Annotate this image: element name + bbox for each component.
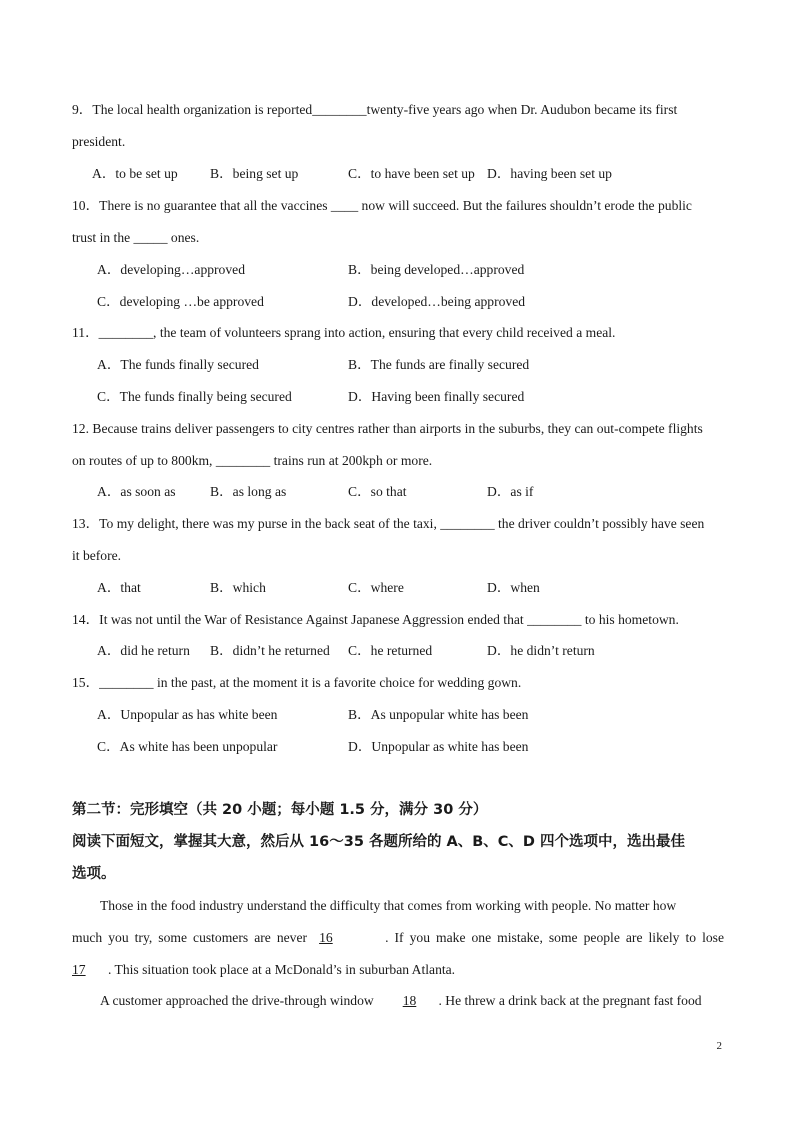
q12-stem-line2: on routes of up to 800km, ________ trains run at 200kph or more. — [72, 453, 433, 468]
q12-stem-line1: 12. Because trains deliver passengers to city centres rather than airports in the suburbs, they can out-compete flights — [72, 421, 703, 436]
q9-option-a: A．to be set up — [92, 166, 178, 181]
blank-17: 17 — [72, 962, 86, 977]
passage-line4-b: . He threw a drink back at the pregnant fast food — [438, 993, 702, 1008]
q9-stem-line2: president. — [72, 134, 126, 149]
q15-option-a: A．Unpopular as has white been — [97, 707, 278, 722]
q10-stem-line2: trust in the _____ ones. — [72, 230, 200, 245]
q14-stem-line1: 14．It was not until the War of Resistance Against Japanese Aggression ended that ________ to his hometown. — [72, 612, 679, 627]
q13-option-c: C．where — [348, 580, 404, 595]
q10-option-a: A．developing…approved — [97, 262, 245, 277]
q15-option-b: B．As unpopular white has been — [348, 707, 529, 722]
q15-option-d: D．Unpopular as white has been — [348, 739, 529, 754]
passage-line3-b: . This situation took place at a McDonald’s in suburban Atlanta. — [108, 962, 456, 977]
q11-option-b: B．The funds are finally secured — [348, 357, 530, 372]
q13-option-d: D．when — [487, 580, 540, 595]
passage-line4-a: A customer approached the drive-through window — [100, 993, 374, 1008]
q10-option-b: B．being developed…approved — [348, 262, 525, 277]
q12-option-a: A．as soon as — [97, 484, 176, 499]
section-instruction-line1: 阅读下面短文，掌握其大意，然后从 16～35 各题所给的 A、B、C、D 四个选项中，选出最佳 — [72, 834, 685, 850]
q11-stem-line1: 11．________, the team of volunteers sprang into action, ensuring that every child received a meal. — [72, 325, 616, 340]
blank-18: 18 — [402, 993, 417, 1008]
q13-stem-line2: it before. — [72, 548, 122, 563]
page-number: 2 — [716, 1040, 722, 1052]
q12-option-b: B．as long as — [210, 484, 287, 499]
q11-option-d: D．Having been finally secured — [348, 389, 525, 404]
q13-option-b: B．which — [210, 580, 266, 595]
section-instruction-line2: 选项。 — [72, 866, 116, 882]
blank-16: 16 — [319, 930, 333, 945]
passage-line2-b: . If you make one mistake, some people are likely to lose — [385, 930, 725, 945]
q15-option-c: C．As white has been unpopular — [97, 739, 278, 754]
q9-option-b: B．being set up — [210, 166, 299, 181]
q13-option-a: A．that — [97, 580, 141, 595]
passage-line1: Those in the food industry understand the difficulty that comes from working with people. No matter how — [100, 898, 677, 913]
q9-stem-line1: 9．The local health organization is reported________twenty-five years ago when Dr. Audubon became its first — [72, 102, 678, 117]
q15-stem-line1: 15．________ in the past, at the moment it is a favorite choice for wedding gown. — [72, 675, 522, 690]
q14-option-c: C．he returned — [348, 643, 433, 658]
q14-option-a: A．did he return — [97, 643, 190, 658]
passage-line4 — [100, 991, 702, 1011]
section-title: 第二节：完形填空（共 20 小题；每小题 1.5 分，满分 30 分） — [72, 802, 488, 818]
q10-stem-line1: 10．There is no guarantee that all the vaccines ____ now will succeed. But the failures shouldn’t erode the public — [72, 198, 692, 213]
q9-option-d: D．having been set up — [487, 166, 612, 181]
q10-option-c: C．developing …be approved — [97, 294, 264, 309]
q14-option-d: D．he didn’t return — [487, 643, 595, 658]
passage-line3 — [72, 960, 455, 980]
passage-line2-a: much you try, some customers are never — [72, 930, 308, 945]
q12-option-d: D．as if — [487, 484, 534, 499]
q10-option-d: D．developed…being approved — [348, 294, 526, 309]
q14-option-b: B．didn’t he returned — [210, 643, 330, 658]
q13-stem-line1: 13．To my delight, there was my purse in the back seat of the taxi, ________ the driver couldn’t possibly have seen — [72, 516, 705, 531]
q11-option-c: C．The funds finally being secured — [97, 389, 292, 404]
passage-line2 — [72, 928, 724, 948]
q12-option-c: C．so that — [348, 484, 407, 499]
q11-option-a: A．The funds finally secured — [97, 357, 259, 372]
q9-option-c: C．to have been set up — [348, 166, 475, 181]
